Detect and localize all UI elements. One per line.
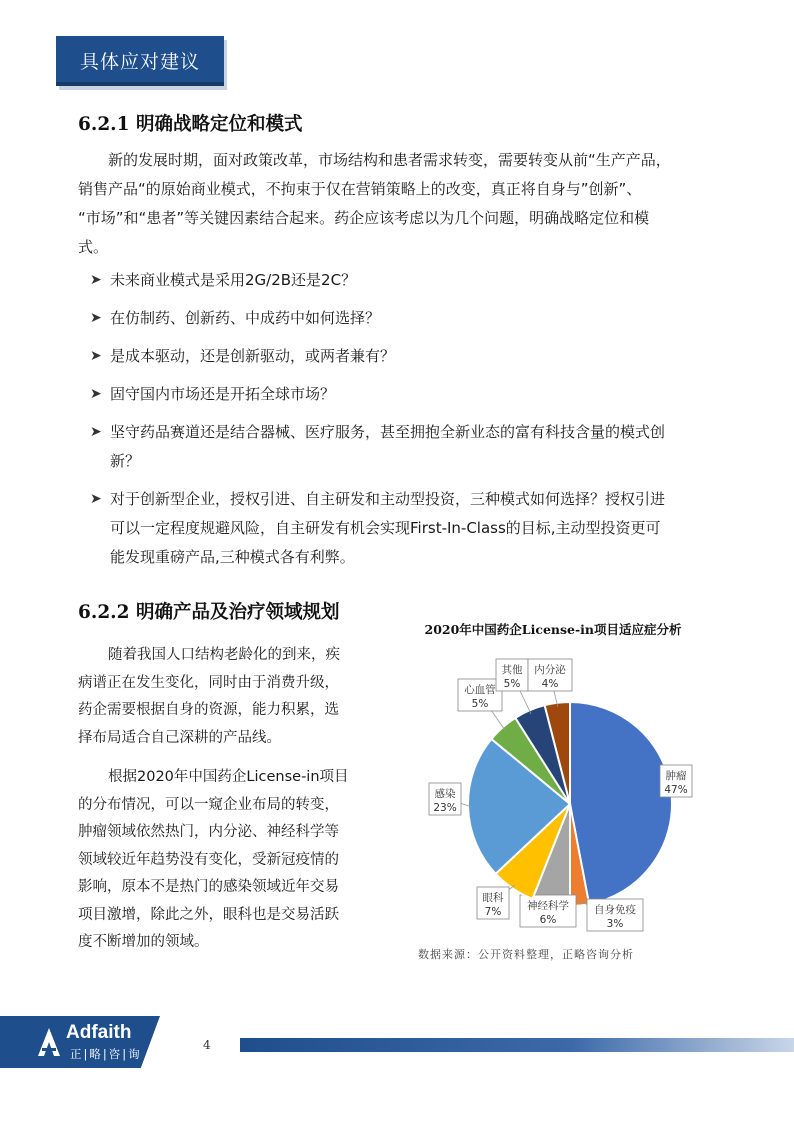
pie-label-value: 5%: [503, 678, 521, 690]
page-number: 4: [203, 1038, 211, 1052]
intro-line: 式。: [78, 238, 109, 256]
strategy-intro-paragraph: [78, 146, 718, 262]
pie-label-name: 感染: [434, 788, 456, 800]
question-item: [90, 418, 730, 476]
bullet-arrow-icon: ➤: [90, 272, 102, 288]
question-line: 可以一定程度规避风险，自主研发有机会实现First-In-Class的目标,主动型投资更可: [110, 519, 661, 537]
section-header-bar: [56, 36, 224, 86]
para-line: 药企需要根据自身的资源，能力积累，选: [78, 702, 339, 718]
product-planning-paragraph-2: [78, 764, 378, 957]
pie-label-value: 4%: [541, 678, 559, 690]
question-item: [90, 304, 730, 333]
para-line: 随着我国人口结构老龄化的到来，疾: [108, 647, 340, 663]
bullet-arrow-icon: ➤: [90, 424, 102, 440]
question-line: 固守国内市场还是开拓全球市场？: [110, 385, 336, 403]
question-item: [90, 380, 730, 409]
section-title-strategy: 6.2.1 明确战略定位和模式: [78, 114, 303, 135]
question-item: [90, 266, 730, 295]
question-line: 能发现重磅产品,三种模式各有利弊。: [110, 548, 355, 566]
bullet-arrow-icon: ➤: [90, 348, 102, 364]
pie-data-label: [496, 659, 528, 691]
pie-label-value: 6%: [539, 914, 557, 926]
section-title-product-planning: 6.2.2 明确产品及治疗领域规划: [78, 602, 340, 623]
para-line: 领域较近年趋势没有变化，受新冠疫情的: [78, 851, 339, 868]
para-line: 的分布情况，可以一窥企业布局的转变，: [78, 796, 339, 813]
question-line: 是成本驱动，还是创新驱动，或两者兼有？: [110, 347, 396, 365]
pie-label-name: 自身免疫: [594, 904, 636, 916]
pie-data-label: [458, 679, 502, 711]
pie-label-value: 47%: [664, 784, 688, 796]
para-line: 影响，原本不是热门的感染领域近年交易: [78, 879, 339, 895]
pie-label-value: 23%: [433, 802, 457, 814]
pie-label-value: 7%: [484, 906, 502, 918]
question-line: 对于创新型企业，授权引进、自主研发和主动型投资，三种模式如何选择？授权引进: [110, 490, 666, 508]
pie-label-value: 3%: [606, 918, 624, 930]
pie-data-label: [528, 659, 572, 691]
para-line: 肿瘤领域依然热门，内分泌、神经科学等: [78, 824, 339, 840]
question-item: [90, 342, 730, 371]
pie-label-name: 心血管: [464, 684, 496, 696]
bullet-arrow-icon: ➤: [90, 310, 102, 326]
pie-label-name: 内分泌: [534, 664, 566, 676]
pie-data-label: [587, 899, 643, 931]
para-line: 根据2020年中国药企License-in项目: [108, 769, 349, 785]
footer-decorative-bar: [240, 1038, 794, 1052]
question-line: 新？: [110, 452, 141, 470]
pie-label-name: 神经科学: [527, 900, 569, 912]
intro-line: 新的发展时期，面对政策改革，市场结构和患者需求转变，需要转变从前“生产产品，: [108, 151, 671, 169]
para-line: 择布局适合自己深耕的产品线。: [78, 729, 281, 746]
pie-label-value: 5%: [471, 698, 489, 710]
question-item: [90, 485, 730, 572]
brand-name: Adfaith: [66, 1022, 132, 1043]
question-line: 未来商业模式是采用2G/2B还是2C？: [110, 271, 357, 289]
pie-data-label: [477, 887, 509, 919]
pie-data-label: [520, 895, 576, 927]
brand-logo-icon: [36, 1026, 62, 1058]
license-in-pie-chart: [420, 652, 700, 932]
intro-line: 销售产品“的原始商业模式，不拘束于仅在营销策略上的改变，真正将自身与”创新”、: [78, 180, 642, 198]
pie-slice-1: [570, 702, 672, 904]
section-header-title: 具体应对建议: [79, 51, 200, 73]
bullet-arrow-icon: ➤: [90, 491, 102, 507]
pie-data-label: [660, 765, 692, 797]
brand-subtitle: 正|略|咨|询: [70, 1047, 142, 1061]
strategy-question-list: [90, 266, 730, 581]
chart-source-note: 数据来源：公开资料整理，正略咨询分析: [418, 948, 634, 961]
pie-label-name: 眼科: [482, 892, 504, 904]
question-line: 在仿制药、创新药、中成药中如何选择？: [110, 309, 381, 327]
product-planning-paragraph-1: [78, 642, 378, 752]
pie-label-name: 肿瘤: [665, 770, 687, 782]
pie-label-name: 其他: [501, 664, 523, 676]
bullet-arrow-icon: ➤: [90, 386, 102, 402]
chart-title: 2020年中国药企License-in项目适应症分析: [424, 622, 682, 637]
para-line: 项目激增，除此之外，眼科也是交易活跃: [78, 906, 339, 923]
para-line: 病谱正在发生变化，同时由于消费升级，: [78, 674, 339, 691]
pie-data-label: [429, 783, 461, 815]
question-line: 坚守药品赛道还是结合器械、医疗服务，甚至拥抱全新业态的富有科技含量的模式创: [110, 423, 666, 441]
para-line: 度不断增加的领域。: [78, 934, 209, 950]
intro-line: “市场”和“患者”等关键因素结合起来。药企应该考虑以为几个问题，明确战略定位和模: [78, 209, 650, 227]
